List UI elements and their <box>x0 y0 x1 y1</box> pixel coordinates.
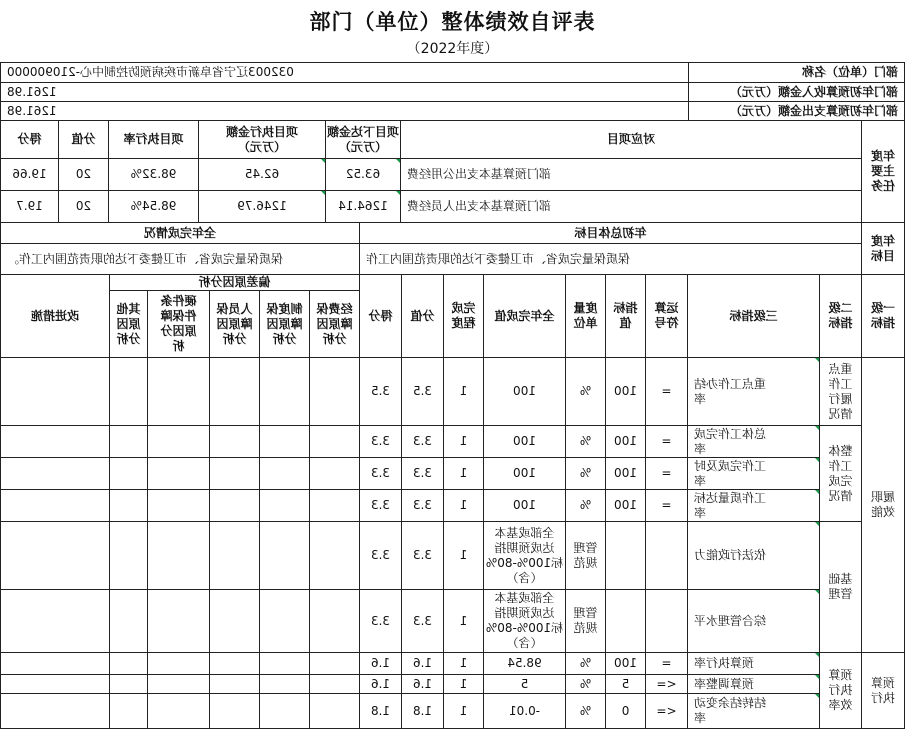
indicator-row-4-dev-staff <box>209 490 259 522</box>
indicator-row-6-dev-other <box>109 590 147 653</box>
task-row-1-exec-amount: 62.45 <box>198 159 325 191</box>
indicator-row-8-score: 1.6 <box>359 675 401 694</box>
col-dev-hardware: 硬件条 件保障 原因分 析 <box>147 291 209 358</box>
indicator-row-3-dev-funds <box>309 458 359 490</box>
indicator-row-3-weight: 3.3 <box>401 458 443 490</box>
indicator-row-1-actual: 100 <box>483 358 565 426</box>
tasks-section-label: 年度 主要 任务 <box>861 121 905 223</box>
indicator-row-7-target: 100 <box>605 653 645 675</box>
indicator-row-8-dev-other <box>109 675 147 694</box>
indicator-row-6-target <box>605 590 645 653</box>
indicator-row-9-dev-hardware <box>147 694 209 729</box>
indicator-row-9-measures <box>0 694 109 729</box>
task-row-2-exec-rate: 98.54% <box>108 191 198 223</box>
income-value: 1261.98 <box>0 83 688 102</box>
indicator-row-4-measures <box>0 490 109 522</box>
page-subtitle: （2022年度） <box>406 41 499 57</box>
indicator-row-8-degree: 1 <box>443 675 483 694</box>
indicator-row-3-degree: 1 <box>443 458 483 490</box>
indicator-row-6-actual: 全部或基本 达成预期指 标100%-80% （含） <box>483 590 565 653</box>
indicator-row-8-dev-staff <box>209 675 259 694</box>
level1-group-budget: 预算 执行 <box>861 653 905 729</box>
indicator-row-5-dev-system <box>259 522 309 590</box>
completion-label: 全年完成情况 <box>0 223 359 244</box>
indicator-row-1-unit: % <box>565 358 605 426</box>
indicator-row-9-degree: 1 <box>443 694 483 729</box>
completion-text: 保质保量完成省、市卫健委下达的职责范围内工作。 <box>0 244 359 275</box>
col-ind-score: 得分 <box>359 275 401 358</box>
col-weight: 分值 <box>58 121 108 159</box>
col-budget: 项目下达金额 （万元） <box>325 121 400 159</box>
dept-name-value: 032003辽宁省阜新市疾病预防控制中心-210900000 <box>0 62 688 83</box>
indicator-row-1-degree: 1 <box>443 358 483 426</box>
indicator-row-6-level3: 综合管理水平 <box>687 590 819 653</box>
indicator-row-3-target: 100 <box>605 458 645 490</box>
indicator-row-7-measures <box>0 653 109 675</box>
task-row-1-project: 部门预算基本支出公用经费 <box>400 159 861 191</box>
indicator-row-9-actual: -0.01 <box>483 694 565 729</box>
task-row-2-exec-amount: 1246.79 <box>198 191 325 223</box>
indicator-row-4-target: 100 <box>605 490 645 522</box>
col-dev-other: 其他 原因 分析 <box>109 291 147 358</box>
indicator-row-6-dev-staff <box>209 590 259 653</box>
indicator-row-5-unit: 管理 规范 <box>565 522 605 590</box>
dept-name-label: 部门（单位）名称 <box>688 62 905 83</box>
indicator-row-4-dev-hardware <box>147 490 209 522</box>
indicator-row-1-score: 3.5 <box>359 358 401 426</box>
indicator-row-5-level3: 依法行政能力 <box>687 522 819 590</box>
indicator-row-7-level3: 预算执行率 <box>687 653 819 675</box>
level2-group-basic-mgmt: 基础 管理 <box>819 522 861 653</box>
indicator-row-5-weight: 3.3 <box>401 522 443 590</box>
indicator-row-3-dev-staff <box>209 458 259 490</box>
indicator-row-9-op: <= <box>645 694 687 729</box>
col-measures: 改进措施 <box>0 275 109 358</box>
indicator-row-9-dev-system <box>259 694 309 729</box>
indicator-row-6-score: 3.3 <box>359 590 401 653</box>
col-operator: 运算 符号 <box>645 275 687 358</box>
indicator-row-3-measures <box>0 458 109 490</box>
indicator-row-7-actual: 98.54 <box>483 653 565 675</box>
indicator-row-1-dev-staff <box>209 358 259 426</box>
indicator-row-1-weight: 3.5 <box>401 358 443 426</box>
indicator-row-1-op: = <box>645 358 687 426</box>
indicator-row-5-dev-hardware <box>147 522 209 590</box>
income-label: 部门年初预算收入金额（万元） <box>688 83 905 102</box>
indicator-row-6-unit: 管理 规范 <box>565 590 605 653</box>
col-dev-staff: 人员保 障原因 分析 <box>209 291 259 358</box>
overall-goal-label: 年初总体目标 <box>359 223 861 244</box>
indicator-row-9-dev-funds <box>309 694 359 729</box>
indicator-row-9-score: 1.8 <box>359 694 401 729</box>
col-degree: 完成 程度 <box>443 275 483 358</box>
indicator-row-1-dev-system <box>259 358 309 426</box>
task-row-2-budget: 1264.14 <box>325 191 400 223</box>
indicator-row-7-dev-staff <box>209 653 259 675</box>
indicator-row-7-dev-system <box>259 653 309 675</box>
indicator-row-7-op: = <box>645 653 687 675</box>
indicator-row-5-actual: 全部或基本 达成预期指 标100%-80% （含） <box>483 522 565 590</box>
level2-group-key-work: 重点 工作 履行 情况 <box>819 358 861 426</box>
indicator-row-3-level3: 工作完成及时 率 <box>687 458 819 490</box>
indicator-row-4-level3: 工作质量达标 率 <box>687 490 819 522</box>
col-dev-funds: 经费保 障原因 分析 <box>309 291 359 358</box>
col-unit: 度量 单位 <box>565 275 605 358</box>
task-row-1-budget: 63.52 <box>325 159 400 191</box>
indicator-row-8-measures <box>0 675 109 694</box>
indicator-row-3-dev-other <box>109 458 147 490</box>
expense-value: 1261.98 <box>0 102 688 121</box>
col-project: 对应项目 <box>400 121 861 159</box>
indicator-row-3-op: = <box>645 458 687 490</box>
level2-group-budget-exec: 预算 执行 效率 <box>819 653 861 729</box>
indicator-row-2-score: 3.3 <box>359 426 401 458</box>
indicator-row-7-degree: 1 <box>443 653 483 675</box>
indicator-row-4-dev-system <box>259 490 309 522</box>
indicator-row-4-score: 3.3 <box>359 490 401 522</box>
indicator-row-6-degree: 1 <box>443 590 483 653</box>
col-dev-system: 制度保 障原因 分析 <box>259 291 309 358</box>
indicator-row-8-dev-system <box>259 675 309 694</box>
indicator-row-2-dev-funds <box>309 426 359 458</box>
indicator-row-3-dev-hardware <box>147 458 209 490</box>
indicator-row-2-dev-other <box>109 426 147 458</box>
indicator-row-7-score: 1.6 <box>359 653 401 675</box>
col-level1: 一级 指标 <box>861 275 905 358</box>
task-row-2-weight: 20 <box>58 191 108 223</box>
goals-section-label: 年度 目标 <box>861 223 905 275</box>
indicator-row-6-weight: 3.3 <box>401 590 443 653</box>
indicator-row-2-unit: % <box>565 426 605 458</box>
col-target: 指标 值 <box>605 275 645 358</box>
task-row-1-exec-rate: 98.32% <box>108 159 198 191</box>
col-level3: 三级指标 <box>687 275 819 358</box>
indicator-row-6-measures <box>0 590 109 653</box>
indicator-row-2-dev-hardware <box>147 426 209 458</box>
col-score: 得分 <box>0 121 58 159</box>
indicator-row-2-level3: 总体工作完成 率 <box>687 426 819 458</box>
indicator-row-7-unit: % <box>565 653 605 675</box>
page-title: 部门（单位）整体绩效自评表 <box>309 9 596 34</box>
indicator-row-2-dev-staff <box>209 426 259 458</box>
col-level2: 二级 指标 <box>819 275 861 358</box>
indicator-row-1-target: 100 <box>605 358 645 426</box>
indicator-row-8-level3: 预算调整率 <box>687 675 819 694</box>
col-exec-amount: 项目执行金额 （万元） <box>198 121 325 159</box>
indicator-row-7-weight: 1.6 <box>401 653 443 675</box>
indicator-row-1-level3: 重点工作办结 率 <box>687 358 819 426</box>
task-row-1-score: 19.66 <box>0 159 58 191</box>
indicator-row-9-dev-other <box>109 694 147 729</box>
indicator-row-2-degree: 1 <box>443 426 483 458</box>
col-ind-weight: 分值 <box>401 275 443 358</box>
indicator-row-8-weight: 1.6 <box>401 675 443 694</box>
indicator-row-5-dev-other <box>109 522 147 590</box>
indicator-row-2-dev-system <box>259 426 309 458</box>
indicator-row-9-unit: % <box>565 694 605 729</box>
indicator-row-6-dev-system <box>259 590 309 653</box>
indicator-row-9-target: 0 <box>605 694 645 729</box>
indicator-row-1-dev-other <box>109 358 147 426</box>
indicator-row-3-dev-system <box>259 458 309 490</box>
task-row-2-project: 部门预算基本支出人员经费 <box>400 191 861 223</box>
indicator-row-5-dev-staff <box>209 522 259 590</box>
col-actual: 全年完成值 <box>483 275 565 358</box>
indicator-row-7-dev-funds <box>309 653 359 675</box>
indicator-row-5-degree: 1 <box>443 522 483 590</box>
task-row-1-weight: 20 <box>58 159 108 191</box>
indicator-row-9-weight: 1.8 <box>401 694 443 729</box>
indicator-row-8-op: <= <box>645 675 687 694</box>
indicator-row-5-measures <box>0 522 109 590</box>
level2-group-overall-work: 整体 工作 完成 情况 <box>819 426 861 522</box>
indicator-row-5-score: 3.3 <box>359 522 401 590</box>
indicator-row-7-dev-other <box>109 653 147 675</box>
indicator-row-5-dev-funds <box>309 522 359 590</box>
overall-goal-text: 保质保量完成省、市卫健委下达的职责范围内工作 <box>359 244 861 275</box>
col-deviation: 偏差原因分析 <box>109 275 359 291</box>
indicator-row-8-unit: % <box>565 675 605 694</box>
indicator-row-4-degree: 1 <box>443 490 483 522</box>
indicator-row-2-weight: 3.3 <box>401 426 443 458</box>
indicator-row-4-dev-funds <box>309 490 359 522</box>
indicator-row-7-dev-hardware <box>147 653 209 675</box>
indicator-row-2-measures <box>0 426 109 458</box>
indicator-row-1-dev-funds <box>309 358 359 426</box>
indicator-row-1-dev-hardware <box>147 358 209 426</box>
level1-group-performance: 履职 效能 <box>861 358 905 653</box>
indicator-row-5-op <box>645 522 687 590</box>
expense-label: 部门年初预算支出金额（万元） <box>688 102 905 121</box>
indicator-row-6-dev-hardware <box>147 590 209 653</box>
indicator-row-4-dev-other <box>109 490 147 522</box>
indicator-row-1-measures <box>0 358 109 426</box>
indicator-row-4-weight: 3.3 <box>401 490 443 522</box>
indicator-row-2-actual: 100 <box>483 426 565 458</box>
indicator-row-8-dev-funds <box>309 675 359 694</box>
indicator-row-2-target: 100 <box>605 426 645 458</box>
indicator-row-4-actual: 100 <box>483 490 565 522</box>
indicator-row-3-actual: 100 <box>483 458 565 490</box>
indicator-row-9-level3: 结转结余变动 率 <box>687 694 819 729</box>
indicator-row-9-dev-staff <box>209 694 259 729</box>
indicator-row-8-dev-hardware <box>147 675 209 694</box>
indicator-row-2-op: = <box>645 426 687 458</box>
indicator-row-3-unit: % <box>565 458 605 490</box>
col-exec-rate: 项目执行率 <box>108 121 198 159</box>
indicator-row-6-op <box>645 590 687 653</box>
indicator-row-4-unit: % <box>565 490 605 522</box>
indicator-row-6-dev-funds <box>309 590 359 653</box>
task-row-2-score: 19.7 <box>0 191 58 223</box>
indicator-row-4-op: = <box>645 490 687 522</box>
indicator-row-8-actual: 5 <box>483 675 565 694</box>
indicator-row-8-target: 5 <box>605 675 645 694</box>
indicator-row-3-score: 3.3 <box>359 458 401 490</box>
indicator-row-5-target <box>605 522 645 590</box>
